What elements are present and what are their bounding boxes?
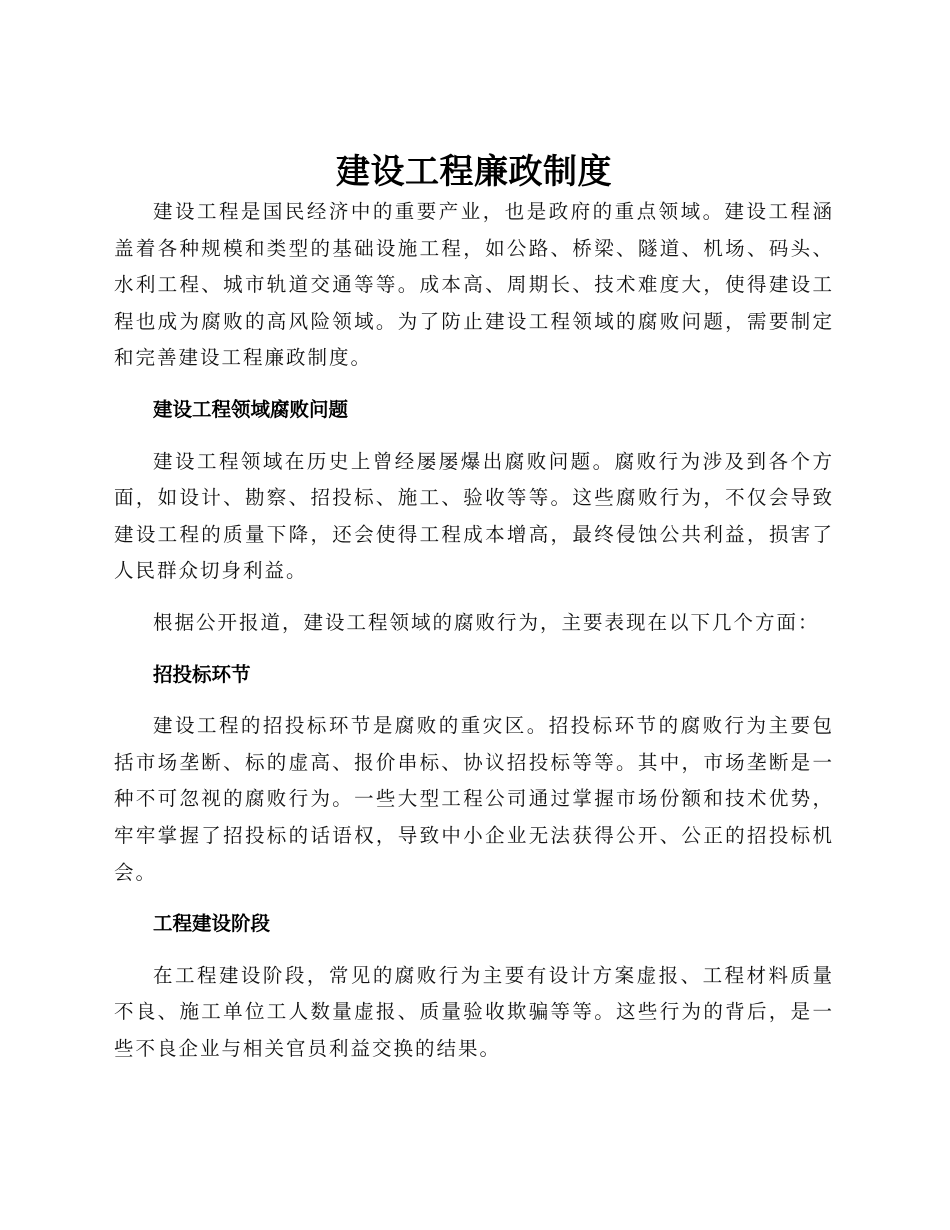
spacer xyxy=(114,693,834,708)
spacer xyxy=(114,590,834,605)
section-heading-corruption-issues: 建设工程领域腐败问题 xyxy=(153,397,349,421)
section1-paragraph-2: 根据公开报道，建设工程领域的腐败行为，主要表现在以下几个方面： xyxy=(153,610,820,634)
spacer xyxy=(114,943,834,958)
section-heading-construction-stage: 工程建设阶段 xyxy=(153,912,271,936)
section-heading-bidding: 招投标环节 xyxy=(153,662,251,686)
spacer xyxy=(114,377,834,392)
spacer xyxy=(114,642,834,657)
section2-paragraph: 建设工程的招投标环节是腐败的重灾区。招投标环节的腐败行为主要包括市场垄断、标的虚高、报价串标、协议招投标等等。其中，市场垄断是一种不可忽视的腐败行为。一些大型工程公司通过掌握市场份额和技术优势，牢牢掌握了招投标的话语权，导致中小企业无法获得公开、公正的招投标机会。 xyxy=(114,714,834,884)
section1-paragraph-1: 建设工程领域在历史上曾经屡屡爆出腐败问题。腐败行为涉及到各个方面，如设计、勘察、招投标、施工、验收等等。这些腐败行为，不仅会导致建设工程的质量下降，还会使得工程成本增高，最终侵蚀公共利益，损害了人民群众切身利益。 xyxy=(114,449,834,583)
document-title: 建设工程廉政制度 xyxy=(336,152,612,192)
spacer xyxy=(114,891,834,906)
spacer xyxy=(114,429,834,444)
section3-paragraph: 在工程建设阶段，常见的腐败行为主要有设计方案虚报、工程材料质量不良、施工单位工人数量虚报、质量验收欺骗等等。这些行为的背后，是一些不良企业与相关官员利益交换的结果。 xyxy=(114,963,834,1060)
intro-paragraph: 建设工程是国民经济中的重要产业，也是政府的重点领域。建设工程涵盖着各种规模和类型的基础设施工程，如公路、桥梁、隧道、机场、码头、水利工程、城市轨道交通等等。成本高、周期长、技术难度大，使得建设工程也成为腐败的高风险领域。为了防止建设工程领域的腐败问题，需要制定和完善建设工程廉政制度。 xyxy=(114,200,834,370)
document-body xyxy=(114,150,834,1067)
